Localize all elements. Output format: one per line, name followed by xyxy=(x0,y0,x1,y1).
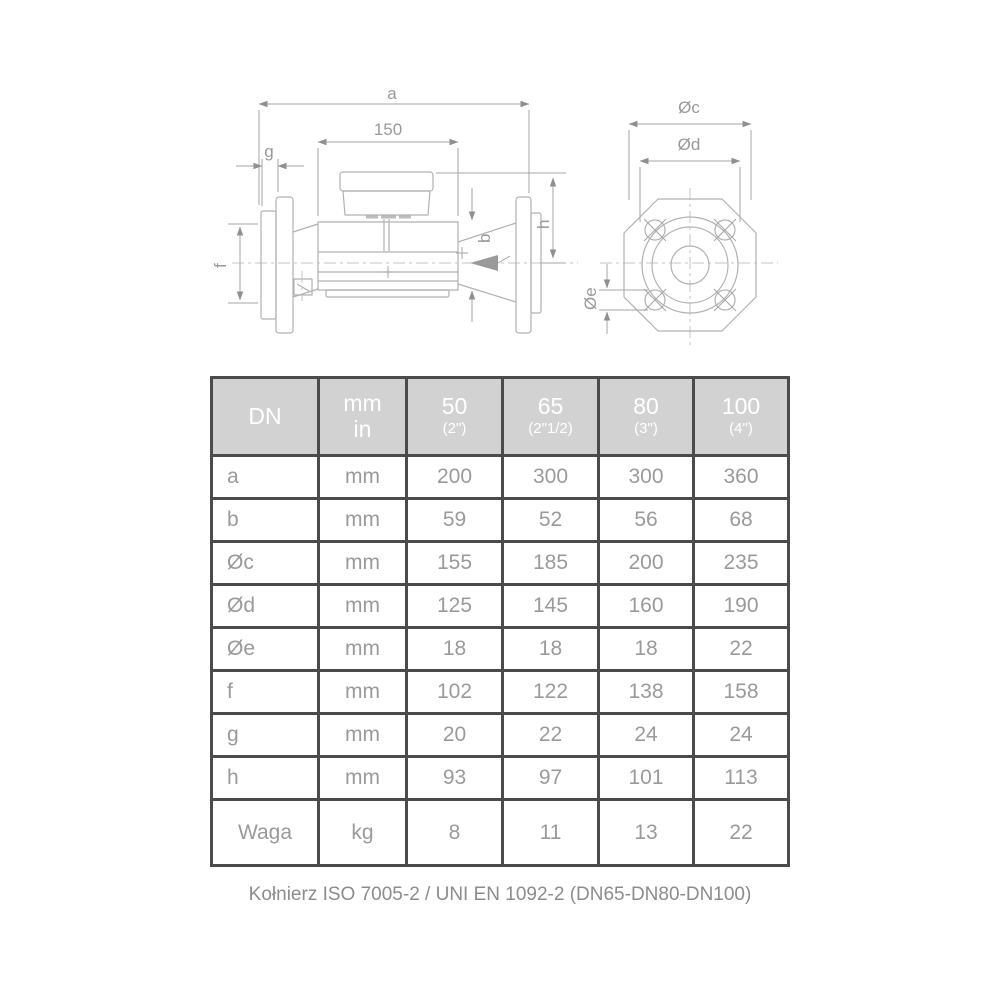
size-inch: (2"1/2) xyxy=(528,420,573,437)
row-value: 22 xyxy=(503,714,599,757)
size-dn: 80 xyxy=(633,393,659,420)
row-value: 56 xyxy=(599,499,694,542)
flow-arrow-tail xyxy=(498,256,510,263)
row-value: 20 xyxy=(407,714,503,757)
row-value: 59 xyxy=(407,499,503,542)
row-unit: mm xyxy=(319,714,407,757)
dim-label-b: b xyxy=(475,233,494,243)
dim-label-oc: Øc xyxy=(678,98,700,117)
dimensions-table xyxy=(210,376,790,867)
row-value: 125 xyxy=(407,585,503,628)
dim-label-oe: Øe xyxy=(581,287,600,310)
row-value: 145 xyxy=(503,585,599,628)
row-value: 160 xyxy=(599,585,694,628)
row-value: 18 xyxy=(599,628,694,671)
register-detail xyxy=(399,216,411,219)
row-unit: mm xyxy=(319,499,407,542)
header-unit-in: in xyxy=(353,415,372,442)
body-base xyxy=(326,290,449,297)
size-dn: 100 xyxy=(721,393,761,420)
row-value: 8 xyxy=(407,800,503,866)
table-row-weight xyxy=(212,800,789,866)
row-value: 360 xyxy=(694,456,789,499)
register-detail xyxy=(381,216,396,219)
header-units xyxy=(319,378,407,456)
left-cone xyxy=(293,224,318,297)
row-value: 93 xyxy=(407,757,503,800)
row-value: 200 xyxy=(407,456,503,499)
row-value: 158 xyxy=(694,671,789,714)
row-value: 101 xyxy=(599,757,694,800)
flange-standard-note: Kołnierz ISO 7005-2 / UNI EN 1092-2 (DN65-DN80-DN100) xyxy=(248,884,752,905)
size-dn: 65 xyxy=(537,393,564,420)
row-value: 22 xyxy=(694,800,789,866)
front-centerlines xyxy=(600,188,778,348)
row-unit: mm xyxy=(319,456,407,499)
row-value: 300 xyxy=(599,456,694,499)
row-value: 24 xyxy=(599,714,694,757)
row-label: Ød xyxy=(212,585,319,628)
row-value: 102 xyxy=(407,671,503,714)
size-inch: (4") xyxy=(729,420,753,437)
row-value: 52 xyxy=(503,499,599,542)
row-label: g xyxy=(212,714,319,757)
row-value: 22 xyxy=(694,628,789,671)
register-stem xyxy=(384,219,389,251)
row-unit: kg xyxy=(319,800,407,866)
technical-drawing xyxy=(0,0,1000,370)
header-dn-label: DN xyxy=(248,402,282,429)
table-row xyxy=(212,757,789,800)
row-label: Øc xyxy=(212,542,319,585)
dim-label-g: g xyxy=(264,142,274,161)
size-dn: 50 xyxy=(441,393,468,420)
row-value: 97 xyxy=(503,757,599,800)
row-value: 190 xyxy=(694,585,789,628)
dim-label-od: Ød xyxy=(677,135,701,154)
size-inch: (2") xyxy=(442,420,467,437)
table-header-row xyxy=(212,378,789,456)
dim-ext-150 xyxy=(318,148,458,216)
table-row xyxy=(212,671,789,714)
flow-arrow-icon xyxy=(470,255,498,271)
row-label: h xyxy=(212,757,319,800)
dim-ext-h xyxy=(436,173,566,263)
row-unit: mm xyxy=(319,757,407,800)
row-value: 68 xyxy=(694,499,789,542)
row-unit: mm xyxy=(319,542,407,585)
front-view xyxy=(581,98,778,348)
row-unit: mm xyxy=(319,585,407,628)
row-value: 122 xyxy=(503,671,599,714)
left-flange-face xyxy=(261,211,276,319)
register-detail xyxy=(366,216,378,219)
row-value: 200 xyxy=(599,542,694,585)
row-value: 155 xyxy=(407,542,503,585)
table-row xyxy=(212,585,789,628)
dim-label-f: f xyxy=(211,263,230,268)
row-value: 13 xyxy=(599,800,694,866)
left-flange-plate xyxy=(276,197,293,333)
row-value: 185 xyxy=(503,542,599,585)
dim-label-150: 150 xyxy=(373,120,403,139)
meter-body xyxy=(318,222,458,290)
row-value: 235 xyxy=(694,542,789,585)
row-label: f xyxy=(212,671,319,714)
row-unit: mm xyxy=(319,671,407,714)
header-size-50 xyxy=(407,378,503,456)
row-value: 113 xyxy=(694,757,789,800)
header-size-100 xyxy=(694,378,789,456)
right-flange-plate xyxy=(516,197,531,333)
dim-label-a: a xyxy=(387,84,397,103)
row-value: 138 xyxy=(599,671,694,714)
row-unit: mm xyxy=(319,628,407,671)
header-size-80 xyxy=(599,378,694,456)
table-row xyxy=(212,456,789,499)
row-label: b xyxy=(212,499,319,542)
row-value: 24 xyxy=(694,714,789,757)
header-size-65 xyxy=(503,378,599,456)
header-unit-mm: mm xyxy=(343,389,382,416)
row-value: 18 xyxy=(407,628,503,671)
table-row xyxy=(212,628,789,671)
side-view xyxy=(211,84,578,333)
size-inch: (3") xyxy=(634,420,658,437)
table-row xyxy=(212,499,789,542)
row-value: 11 xyxy=(503,800,599,866)
dim-label-h: h xyxy=(534,219,553,229)
row-label: a xyxy=(212,456,319,499)
table-row xyxy=(212,542,789,585)
register-lid xyxy=(340,172,433,191)
row-value: 18 xyxy=(503,628,599,671)
row-label: Waga xyxy=(212,800,319,866)
header-dn xyxy=(212,378,319,456)
row-value: 300 xyxy=(503,456,599,499)
row-label: Øe xyxy=(212,628,319,671)
drain-plug-line xyxy=(297,284,309,291)
table-row xyxy=(212,714,789,757)
register-box xyxy=(343,191,430,215)
